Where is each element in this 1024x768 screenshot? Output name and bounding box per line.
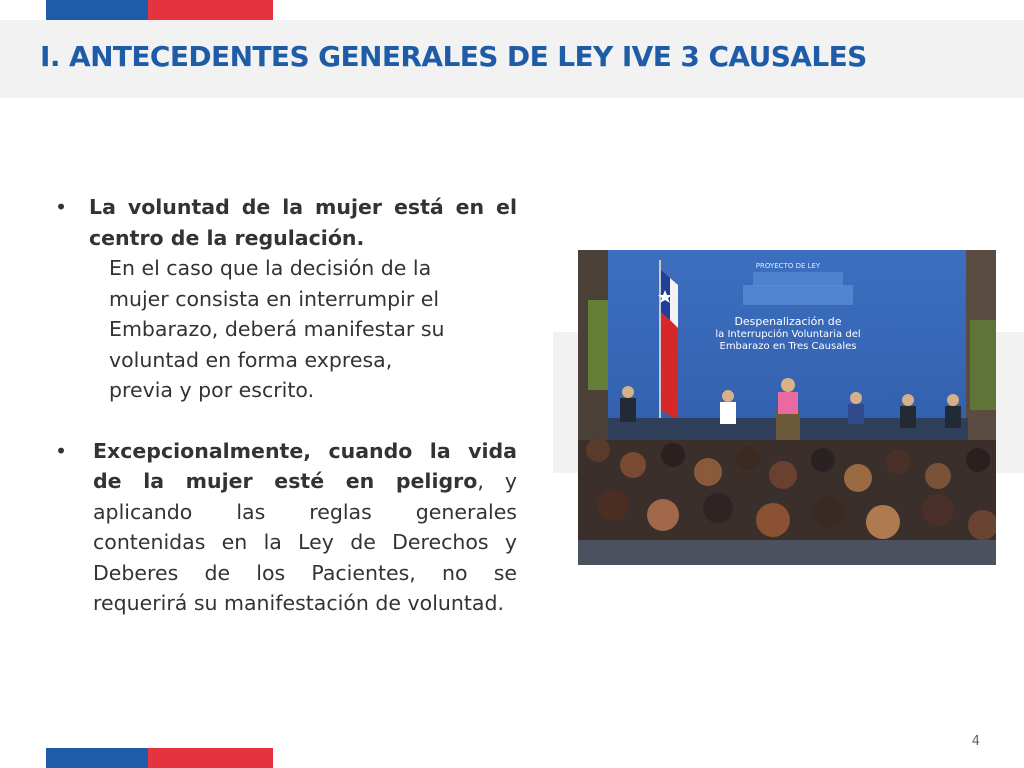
page-number: 4: [971, 734, 980, 749]
bullet-item: [55, 436, 517, 619]
bullet-text: [93, 436, 517, 619]
banner-title-line: la Interrupción Voluntaria del: [715, 329, 861, 340]
flag-stripe-bottom: [46, 748, 273, 768]
bullet-regular-text: , y aplicando las reglas generales contenidas en la Ley de Derechos y Deberes de los Pacientes, no se requerirá su manifestación de voluntad.: [93, 469, 517, 615]
event-photo-illustration: [578, 250, 996, 565]
bullet-heading: La voluntad de la mujer está en el centro de la regulación.: [89, 195, 517, 250]
flag-stripe-top: [46, 0, 273, 20]
flag-stripe-red: [148, 0, 273, 20]
event-photo: [578, 250, 996, 565]
slide-content: [55, 192, 517, 619]
banner-title-line: Despenalización de: [734, 315, 842, 328]
slide-title: I. ANTECEDENTES GENERALES DE LEY IVE 3 CAUSALES: [40, 40, 867, 73]
flag-stripe-blue: [46, 748, 148, 768]
bullet-bold-text: Excepcionalmente, cuando la vida de la mujer esté en peligro: [93, 438, 517, 493]
flag-stripe-blue: [46, 0, 148, 20]
bullet-item: [55, 192, 517, 406]
bullet-icon: •: [55, 195, 68, 219]
bullet-body: En el caso que la decisión de la mujer consista en interrumpir el Embarazo, deberá manifestar su voluntad en forma expresa, previa y por escrito.: [109, 256, 445, 402]
banner-label: PROYECTO DE LEY: [755, 262, 821, 270]
flag-stripe-red: [148, 748, 273, 768]
banner-title-line: Embarazo en Tres Causales: [719, 341, 857, 352]
bullet-icon: •: [55, 438, 68, 463]
